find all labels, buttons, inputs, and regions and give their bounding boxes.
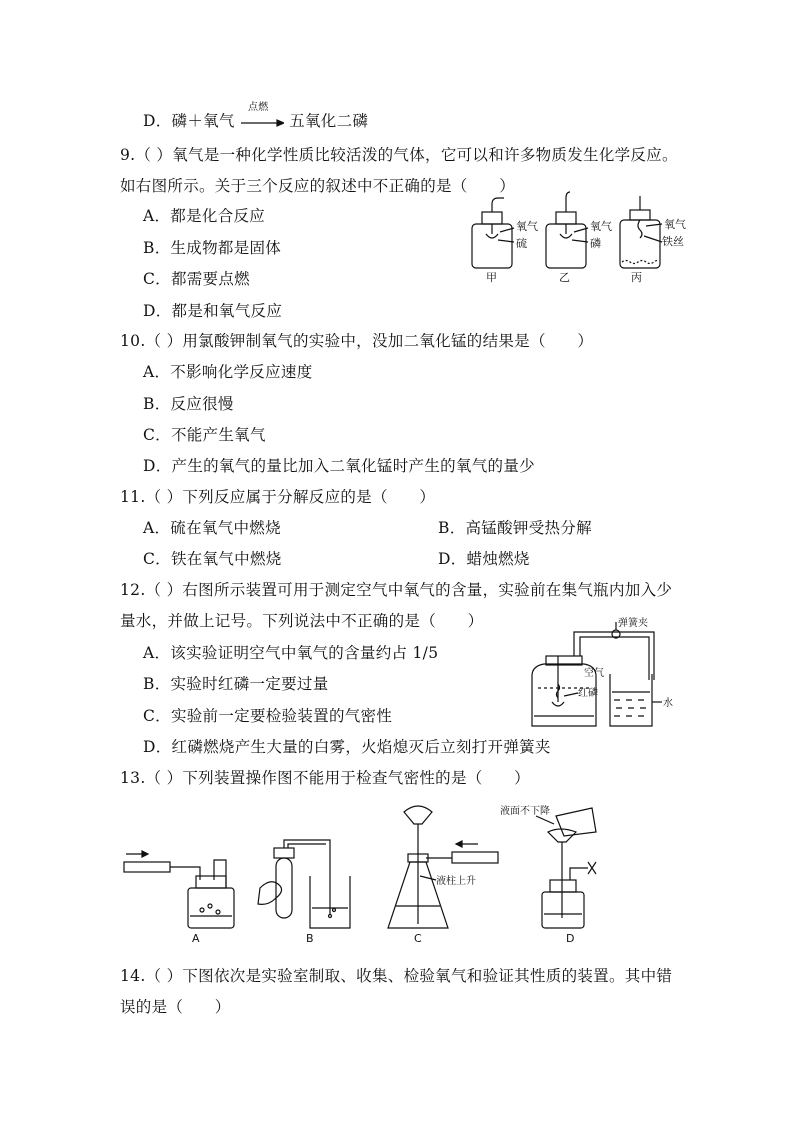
label-b: B <box>306 932 314 945</box>
jar-sulfur <box>472 198 514 268</box>
jar3-substance-label: 铁丝 <box>662 235 684 248</box>
clamp-label: 弹簧夹 <box>618 618 648 629</box>
jar1-gas-label: 氧气 <box>516 220 538 233</box>
jar-phosphorus <box>546 192 588 268</box>
q8-option-d <box>143 102 369 131</box>
q12-option-b: B．实验时红磷一定要过量 <box>143 675 329 693</box>
jar2-substance-label: 磷 <box>590 237 601 250</box>
q9-stem-line1: 9.（ ）氧气是一种化学性质比较活泼的气体，它可以和许多物质发生化学反应。 <box>120 146 678 164</box>
q9-option-c: C．都需要点燃 <box>143 270 250 288</box>
q11-option-d: D．蜡烛燃烧 <box>438 550 530 568</box>
reaction-arrow <box>240 102 284 131</box>
q13-figure-airtightness-apparatus <box>118 796 618 948</box>
q12-option-a: A．该实验证明空气中氧气的含量约占 1/5 <box>143 644 439 662</box>
note-d: 液面不下降 <box>500 806 550 817</box>
water-label: 水 <box>663 698 673 709</box>
q14-stem-line2: 误的是（ ） <box>120 998 231 1016</box>
q12-option-d: D．红磷燃烧产生大量的白雾，火焰熄灭后立刻打开弹簧夹 <box>143 738 551 756</box>
q9-option-a: A．都是化合反应 <box>143 207 266 225</box>
q10-option-b: B．反应很慢 <box>143 395 234 413</box>
air-label: 空气 <box>584 668 604 679</box>
label-d: D <box>566 932 575 945</box>
jar1-caption: 甲 <box>486 271 497 284</box>
q11-option-c: C．铁在氧气中燃烧 <box>143 550 282 568</box>
jar2-caption: 乙 <box>559 271 570 284</box>
q12-figure-oxygen-content-apparatus <box>524 616 678 732</box>
q8-option-d-product: 五氧化二磷 <box>289 112 369 130</box>
label-a: A <box>192 932 200 945</box>
q12-stem-line1: 12.（ ）右图所示装置可用于测定空气中氧气的含量，实验前在集气瓶内加入少 <box>120 581 673 599</box>
q12-option-c: C．实验前一定要检验装置的气密性 <box>143 707 393 725</box>
note-c: 液柱上升 <box>436 876 476 887</box>
q8-option-d-reactants: D．磷＋氧气 <box>143 112 235 130</box>
apparatus-b <box>258 840 350 928</box>
q14-stem-line1: 14.（ ）下图依次是实验室制取、收集、检验氧气和验证其性质的装置。其中错 <box>120 967 673 985</box>
jar3-gas-label: 氧气 <box>664 218 686 231</box>
jar3-caption: 丙 <box>631 271 642 284</box>
q12-stem-line2: 量水，并做上记号。下列说法中不正确的是（ ） <box>120 612 484 630</box>
q11-option-a: A．硫在氧气中燃烧 <box>143 519 281 537</box>
jar2-gas-label: 氧气 <box>590 220 612 233</box>
q11-option-b: B．高锰酸钾受热分解 <box>438 519 592 537</box>
q10-option-d: D．产生的氧气的量比加入二氧化锰时产生的氧气的量少 <box>143 457 535 475</box>
q10-option-a: A．不影响化学反应速度 <box>143 363 313 381</box>
q13-stem: 13.（ ）下列装置操作图不能用于检查气密性的是（ ） <box>120 769 530 787</box>
label-c: C <box>414 932 422 945</box>
q10-stem: 10.（ ）用氯酸钾制氧气的实验中，没加二氧化锰的结果是（ ） <box>120 332 594 350</box>
q11-stem: 11.（ ）下列反应属于分解反应的是（ ） <box>120 488 436 506</box>
q9-option-d: D．都是和氧气反应 <box>143 302 283 320</box>
q9-option-b: B．生成物都是固体 <box>143 239 282 257</box>
q9-figure-three-jars <box>466 190 692 286</box>
jar1-substance-label: 硫 <box>516 237 527 250</box>
apparatus-c <box>388 806 498 928</box>
apparatus-d <box>536 808 596 928</box>
apparatus-a <box>124 851 234 928</box>
q9-stem-line2: 如右图所示。关于三个反应的叙述中不正确的是（ ） <box>120 177 516 195</box>
reaction-condition: 点燃 <box>247 102 269 113</box>
red-phosphorus-label: 红磷 <box>578 688 598 699</box>
jar-iron-wire <box>620 196 662 268</box>
q10-option-c: C．不能产生氧气 <box>143 426 266 444</box>
